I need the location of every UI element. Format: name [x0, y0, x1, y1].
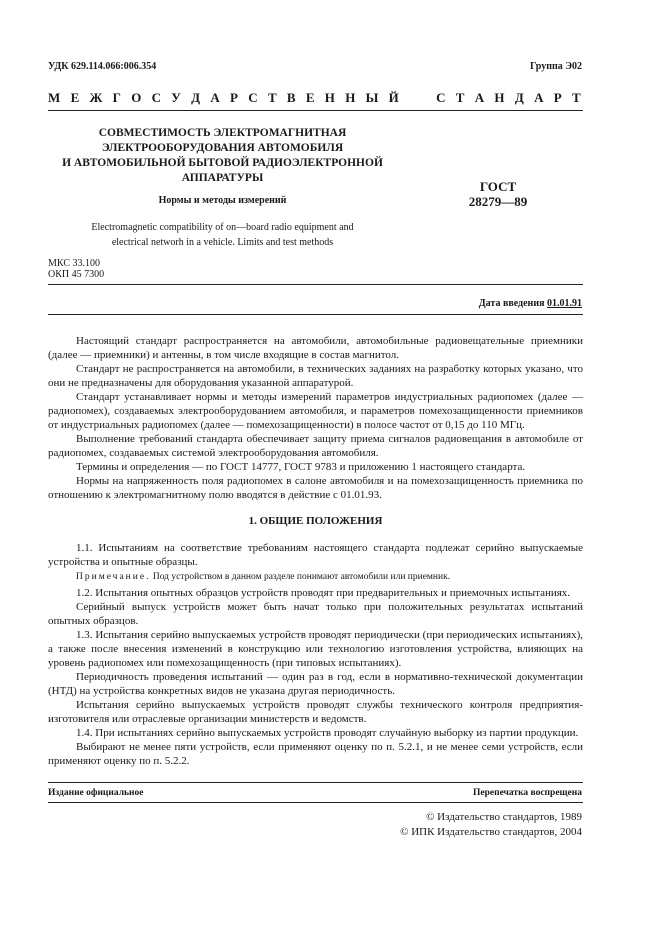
gost-designation	[448, 179, 548, 209]
footer-rule	[48, 782, 583, 783]
note-text: Под устройством в данном разделе понимают автомобили или приемник.	[150, 572, 451, 582]
banner-letter: А	[474, 90, 485, 105]
udk-code: УДК 629.114.066:006.354	[48, 61, 157, 72]
paragraph: Термины и определения — по ГОСТ 14777, ГОСТ 9783 и приложению 1 настоящего стандарта.	[76, 461, 526, 473]
banner-letter: Е	[70, 90, 80, 105]
paragraph: 1.4. При испытаниях серийно выпускаемых устройств проводят случайную выборку из партии продукции.	[76, 727, 579, 739]
banner-letter: Н	[345, 90, 356, 105]
intro-date-value: 01.01.91	[547, 298, 582, 309]
group-code: Группа Э02	[530, 61, 582, 72]
banner-letter: С	[248, 90, 258, 105]
paragraph: Стандарт устанавливает нормы и методы измерений параметров индустриальных радиопомех (далее — радиопомех), создаваемых электрооборудованием автомобиля, и параметров помехозащищенности приемников от индустриальных радиопомех (далее — помехозащищенности) в полосе частот от 0,15 до 110 МГц.	[48, 391, 583, 431]
banner-letter: Н	[494, 90, 505, 105]
header-rule	[48, 110, 583, 111]
banner-letter: А	[210, 90, 220, 105]
banner-letter: О	[131, 90, 142, 105]
note-label: Примечание.	[76, 572, 151, 582]
intro-date-label: Дата введения	[478, 298, 547, 309]
banner-letter: Г	[112, 90, 121, 105]
banner-letter: С	[151, 90, 162, 105]
gost-number: 28279—89	[468, 194, 528, 209]
paragraph: Настоящий стандарт распространяется на автомобили, автомобильные радиовещательные приемники (далее — приемники) и антенны, в том числе входящие в состав магнитол.	[48, 335, 583, 361]
banner-letter: А	[534, 90, 544, 105]
banner-letter: М	[48, 90, 61, 105]
document-subtitle: Нормы и методы измерений	[158, 195, 287, 206]
banner-letter: Т	[267, 90, 277, 105]
document-body	[48, 334, 583, 768]
official-edition: Издание официальное	[48, 788, 144, 798]
paragraph: Стандарт не распространяется на автомобили, в технических заданиях на разработку которых указано, что они не предназначены для оборудования указанной аппаратурой.	[48, 363, 583, 389]
banner-letter: Ж	[89, 90, 103, 105]
codes-rule	[48, 284, 583, 285]
copyright-line: © Издательство стандартов, 1989	[426, 811, 582, 823]
banner-letter: С	[436, 90, 446, 105]
banner-letter: Й	[388, 90, 399, 105]
paragraph: Серийный выпуск устройств может быть начат только при положительных результатах испытаний опытных образцов.	[48, 601, 583, 627]
banner-gap	[409, 90, 412, 106]
okp-code: ОКП 45 7300	[48, 269, 105, 280]
paragraph: Периодичность проведения испытаний — один раз в год, если в нормативно-технической документации (НТД) на устройства конкретных видов не указана другая периодичность.	[48, 671, 583, 697]
note	[48, 570, 583, 584]
copyright-line: © ИПК Издательство стандартов, 2004	[400, 826, 582, 838]
mks-code: МКС 33.100	[48, 258, 100, 269]
classification-codes	[48, 258, 104, 280]
title-line: СОВМЕСТИМОСТЬ ЭЛЕКТРОМАГНИТНАЯ	[98, 127, 347, 139]
paragraph: 1.3. Испытания серийно выпускаемых устройств проводят периодически (при периодических испытаниях), а также после внесения изменений в конструкцию или технологию изготовления устройства, влияющих на уровень радиопомех или помехозащищенность (при типовых испытаниях).	[48, 629, 583, 669]
english-title	[60, 220, 385, 250]
introduction-date	[479, 298, 582, 309]
title-line: ЭЛЕКТРООБОРУДОВАНИЯ АВТОМОБИЛЯ	[101, 142, 344, 154]
date-rule	[48, 314, 583, 315]
reprint-prohibited: Перепечатка воспрещена	[472, 788, 582, 798]
english-title-line: Electromagnetic compatibility of on—board radio equipment and	[91, 222, 354, 233]
banner-letter: Д	[191, 90, 201, 105]
paragraph: Выполнение требований стандарта обеспечивает защиту приема сигналов радиовещания в автомобиле от радиопомех, создаваемых системой электрооборудования автомобиля.	[48, 433, 583, 459]
banner-letter: Д	[514, 90, 524, 105]
banner-letter: Р	[553, 90, 562, 105]
gost-label: ГОСТ	[479, 179, 517, 194]
banner-letter: Т	[571, 90, 581, 105]
banner-letter: У	[171, 90, 181, 105]
footer-bottom-rule	[48, 802, 583, 803]
paragraph: 1.2. Испытания опытных образцов устройств проводят при предварительных и приемочных испытаниях.	[76, 587, 571, 599]
copyright-block	[400, 810, 582, 840]
interstate-standard-banner	[48, 90, 581, 106]
banner-letter: В	[286, 90, 296, 105]
title-line: И АВТОМОБИЛЬНОЙ БЫТОВОЙ РАДИОЭЛЕКТРОННОЙ	[62, 157, 383, 169]
banner-letter: Е	[305, 90, 315, 105]
section-heading: 1. ОБЩИЕ ПОЛОЖЕНИЯ	[248, 515, 383, 527]
document-title	[60, 126, 385, 186]
paragraph: Выбирают не менее пяти устройств, если применяют оценку по п. 5.2.1, и не менее семи устройств, если применяют оценку по п. 5.2.2.	[48, 741, 583, 767]
banner-letter: Ы	[365, 90, 379, 105]
paragraph: Испытания серийно выпускаемых устройств проводят службы технического контроля предприятия-изготовителя или отраслевые организации министерств и ведомств.	[48, 699, 583, 725]
banner-letter: Р	[230, 90, 238, 105]
title-line: АППАРАТУРЫ	[181, 172, 264, 184]
paragraph: Нормы на напряженность поля радиопомех в салоне автомобиля и на помехозащищенность приемника по отношению к электромагнитному полю вводятся в действие с 01.01.93.	[48, 475, 583, 501]
paragraph: 1.1. Испытаниям на соответствие требованиям настоящего стандарта подлежат серийно выпускаемые устройства и опытные образцы.	[48, 542, 583, 568]
banner-gap	[423, 90, 426, 106]
banner-letter: Т	[455, 90, 465, 105]
english-title-line: electrical networh in a vehicle. Limits and test methods	[111, 237, 334, 248]
banner-letter: Н	[324, 90, 335, 105]
